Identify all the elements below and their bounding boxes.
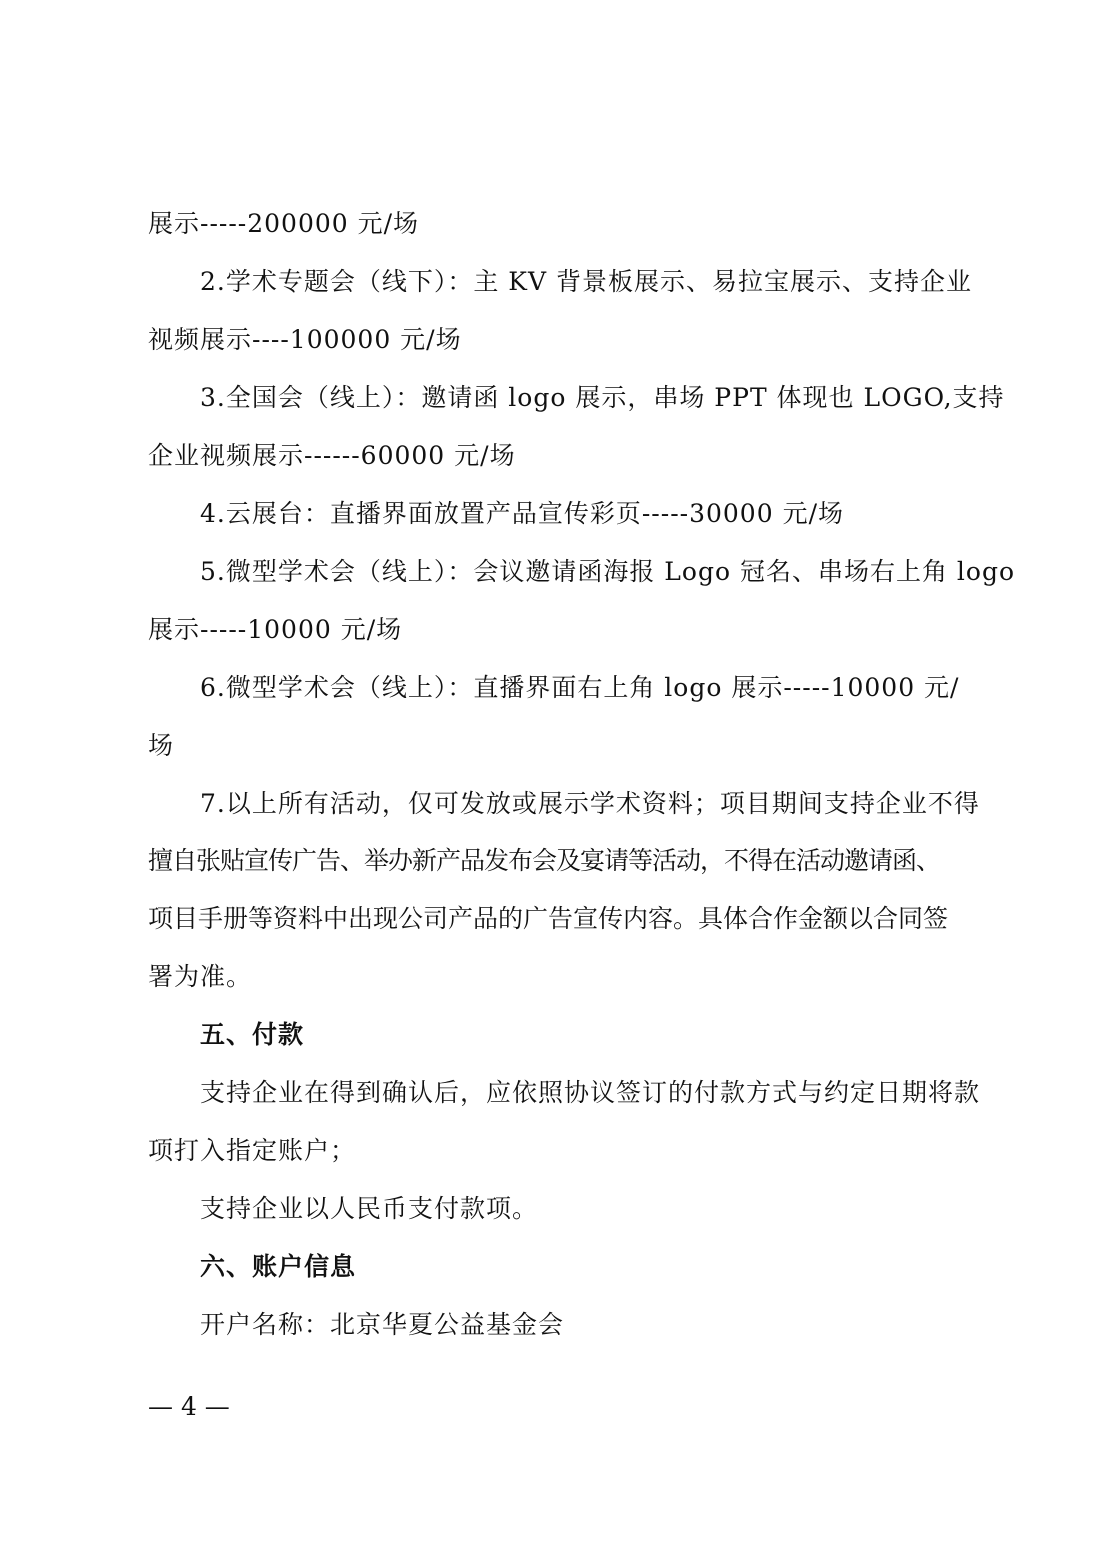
text-line: 6.微型学术会（线上）：直播界面右上角 logo 展示-----10000 元/ [200, 673, 960, 702]
section-heading-payment: 五、付款 [200, 1020, 305, 1049]
text-line: 5.微型学术会（线上）：会议邀请函海报 Logo 冠名、串场右上角 logo [200, 557, 1016, 586]
text-line: 开户名称：北京华夏公益基金会 [200, 1310, 565, 1339]
text-line: 项打入指定账户； [148, 1136, 357, 1165]
page-number: — 4 — [148, 1392, 230, 1421]
text-line: 展示-----200000 元/场 [148, 209, 420, 238]
text-line: 7.以上所有活动，仅可发放或展示学术资料；项目期间支持企业不得 [200, 789, 980, 818]
section-heading-account-info: 六、账户信息 [200, 1252, 357, 1281]
text-line: 企业视频展示------60000 元/场 [148, 441, 516, 470]
text-line: 署为准。 [148, 962, 253, 991]
text-line: 展示-----10000 元/场 [148, 615, 403, 644]
text-line: 视频展示----100000 元/场 [148, 325, 462, 354]
text-line: 支持企业以人民币支付款项。 [200, 1194, 539, 1223]
text-line: 2.学术专题会（线下）：主 KV 背景板展示、易拉宝展示、支持企业 [200, 267, 972, 296]
text-line: 项目手册等资料中出现公司产品的广告宣传内容。具体合作金额以合同签 [148, 904, 949, 933]
text-line: 支持企业在得到确认后，应依照协议签订的付款方式与约定日期将款 [200, 1078, 981, 1107]
text-line: 场 [148, 731, 175, 760]
text-line: 3.全国会（线上）：邀请函 logo 展示，串场 PPT 体现也 LOGO,支持 [200, 383, 1005, 412]
text-line: 擅自张贴宣传广告、举办新产品发布会及宴请等活动，不得在活动邀请函、 [148, 846, 941, 875]
text-line: 4.云展台：直播界面放置产品宣传彩页-----30000 元/场 [200, 499, 844, 528]
